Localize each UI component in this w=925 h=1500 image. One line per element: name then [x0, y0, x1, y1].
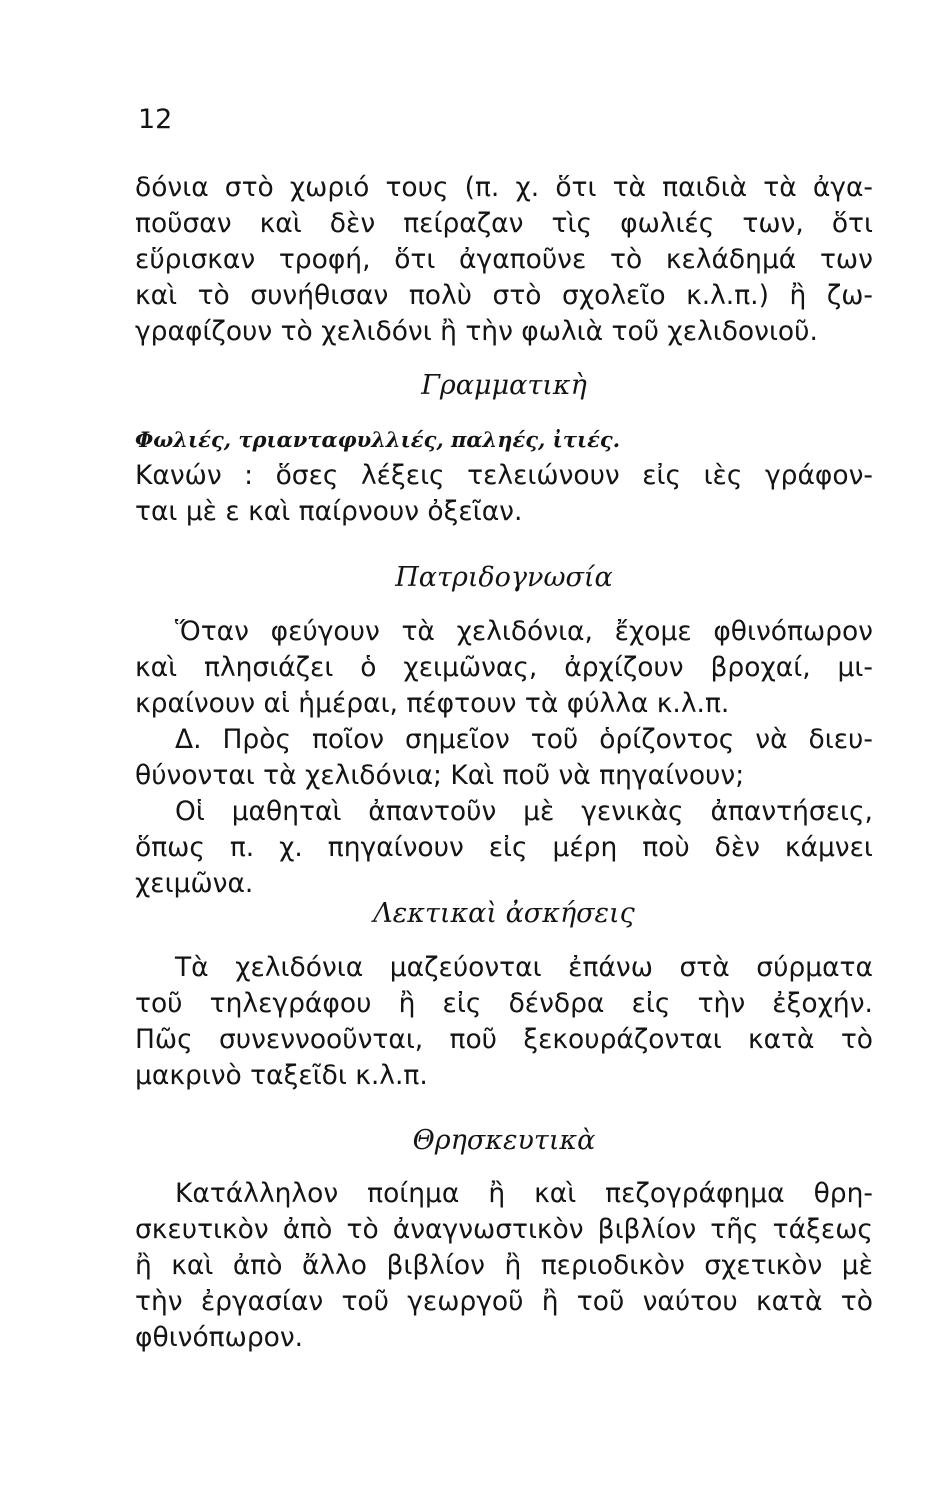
text-line: Πῶς συνεννοοῦνται, ποῦ ξεκουράζονται κατὰ τὸ	[135, 1024, 873, 1055]
text-line: εὕρισκαν τροφή, ὅτι ἀγαποῦνε τὸ κελάδημά των	[135, 244, 873, 275]
page-number: 12	[138, 104, 173, 135]
heading-lektikai-askiseis: Λεκτικαὶ ἀσκήσεις	[373, 898, 635, 929]
text-line: καὶ τὸ συνήθισαν πολὺ στὸ σχολεῖο κ.λ.π.) ἢ ζω-	[135, 280, 873, 311]
text-line: μακρινὸ ταξεῖδι κ.λ.π.	[135, 1060, 428, 1091]
section-grammar	[135, 422, 873, 530]
text-line: Οἱ μαθηταὶ ἀπαντοῦν μὲ γενικὰς ἀπαντήσεις,	[175, 796, 873, 827]
text-line: χειμῶνα.	[135, 868, 254, 899]
text-line: Δ. Πρὸς ποῖον σημεῖον τοῦ ὁρίζοντος νὰ διευ-	[175, 724, 873, 755]
text-line: τοῦ τηλεγράφου ἢ εἰς δένδρα εἰς τὴν ἐξοχήν.	[135, 988, 873, 1019]
text-line: Ὅταν φεύγουν τὰ χελιδόνια, ἔχομε φθινόπωρον	[175, 616, 873, 647]
text-line: Κατάλληλον ποίημα ἢ καὶ πεζογράφημα θρη-	[175, 1178, 873, 1209]
text-line: κραίνουν αἱ ἡμέραι, πέφτουν τὰ φύλλα κ.λ.π.	[135, 688, 730, 719]
text-line: τὴν ἐργασίαν τοῦ γεωργοῦ ἢ τοῦ ναύτου κατὰ τὸ	[135, 1286, 873, 1317]
text-line: θύνονται τὰ χελιδόνια; Καὶ ποῦ νὰ πηγαίνουν;	[135, 760, 745, 791]
text-line: ποῦσαν καὶ δὲν πείραζαν τὶς φωλιές των, ὅτι	[135, 208, 873, 239]
text-line: ὅπως π. χ. πηγαίνουν εἰς μέρη ποὺ δὲν κάμνει	[135, 832, 873, 863]
paragraph-intro	[135, 170, 873, 350]
text-line: γραφίζουν τὸ χελιδόνι ἢ τὴν φωλιὰ τοῦ χελιδονιοῦ.	[135, 316, 818, 347]
text-line: δόνια στὸ χωριό τους (π. χ. ὅτι τὰ παιδιὰ τὰ ἀγα-	[135, 172, 873, 203]
text-line: ται μὲ ε καὶ παίρνουν ὀξεῖαν.	[135, 496, 523, 527]
heading-thriskeftika: Θρησκευτικὰ	[412, 1125, 596, 1156]
text-line: Κανών : ὅσες λέξεις τελειώνουν εἰς ιὲς γράφον-	[135, 460, 873, 491]
text-line: σκευτικὸν ἀπὸ τὸ ἀναγνωστικὸν βιβλίον τῆς τάξεως	[135, 1214, 873, 1245]
grammar-words: Φωλιές, τριανταφυλλιές, παληές, ἰτιές.	[135, 427, 620, 452]
section-patridognosia	[135, 614, 873, 902]
text-line: καὶ πλησιάζει ὁ χειμῶνας, ἀρχίζουν βροχαί, μι-	[135, 652, 873, 683]
text-line: ἢ καὶ ἀπὸ ἄλλο βιβλίον ἢ περιοδικὸν σχετικὸν μὲ	[135, 1250, 873, 1281]
text-line: φθινόπωρον.	[135, 1322, 304, 1353]
section-thriskeftika	[135, 1176, 873, 1356]
text-line: Τὰ χελιδόνια μαζεύονται ἐπάνω στὰ σύρματα	[175, 952, 873, 983]
section-lektikai-askiseis	[135, 950, 873, 1094]
heading-patridognosia: Πατριδογνωσία	[395, 562, 613, 593]
heading-grammar: Γραμματικὴ	[421, 370, 587, 401]
